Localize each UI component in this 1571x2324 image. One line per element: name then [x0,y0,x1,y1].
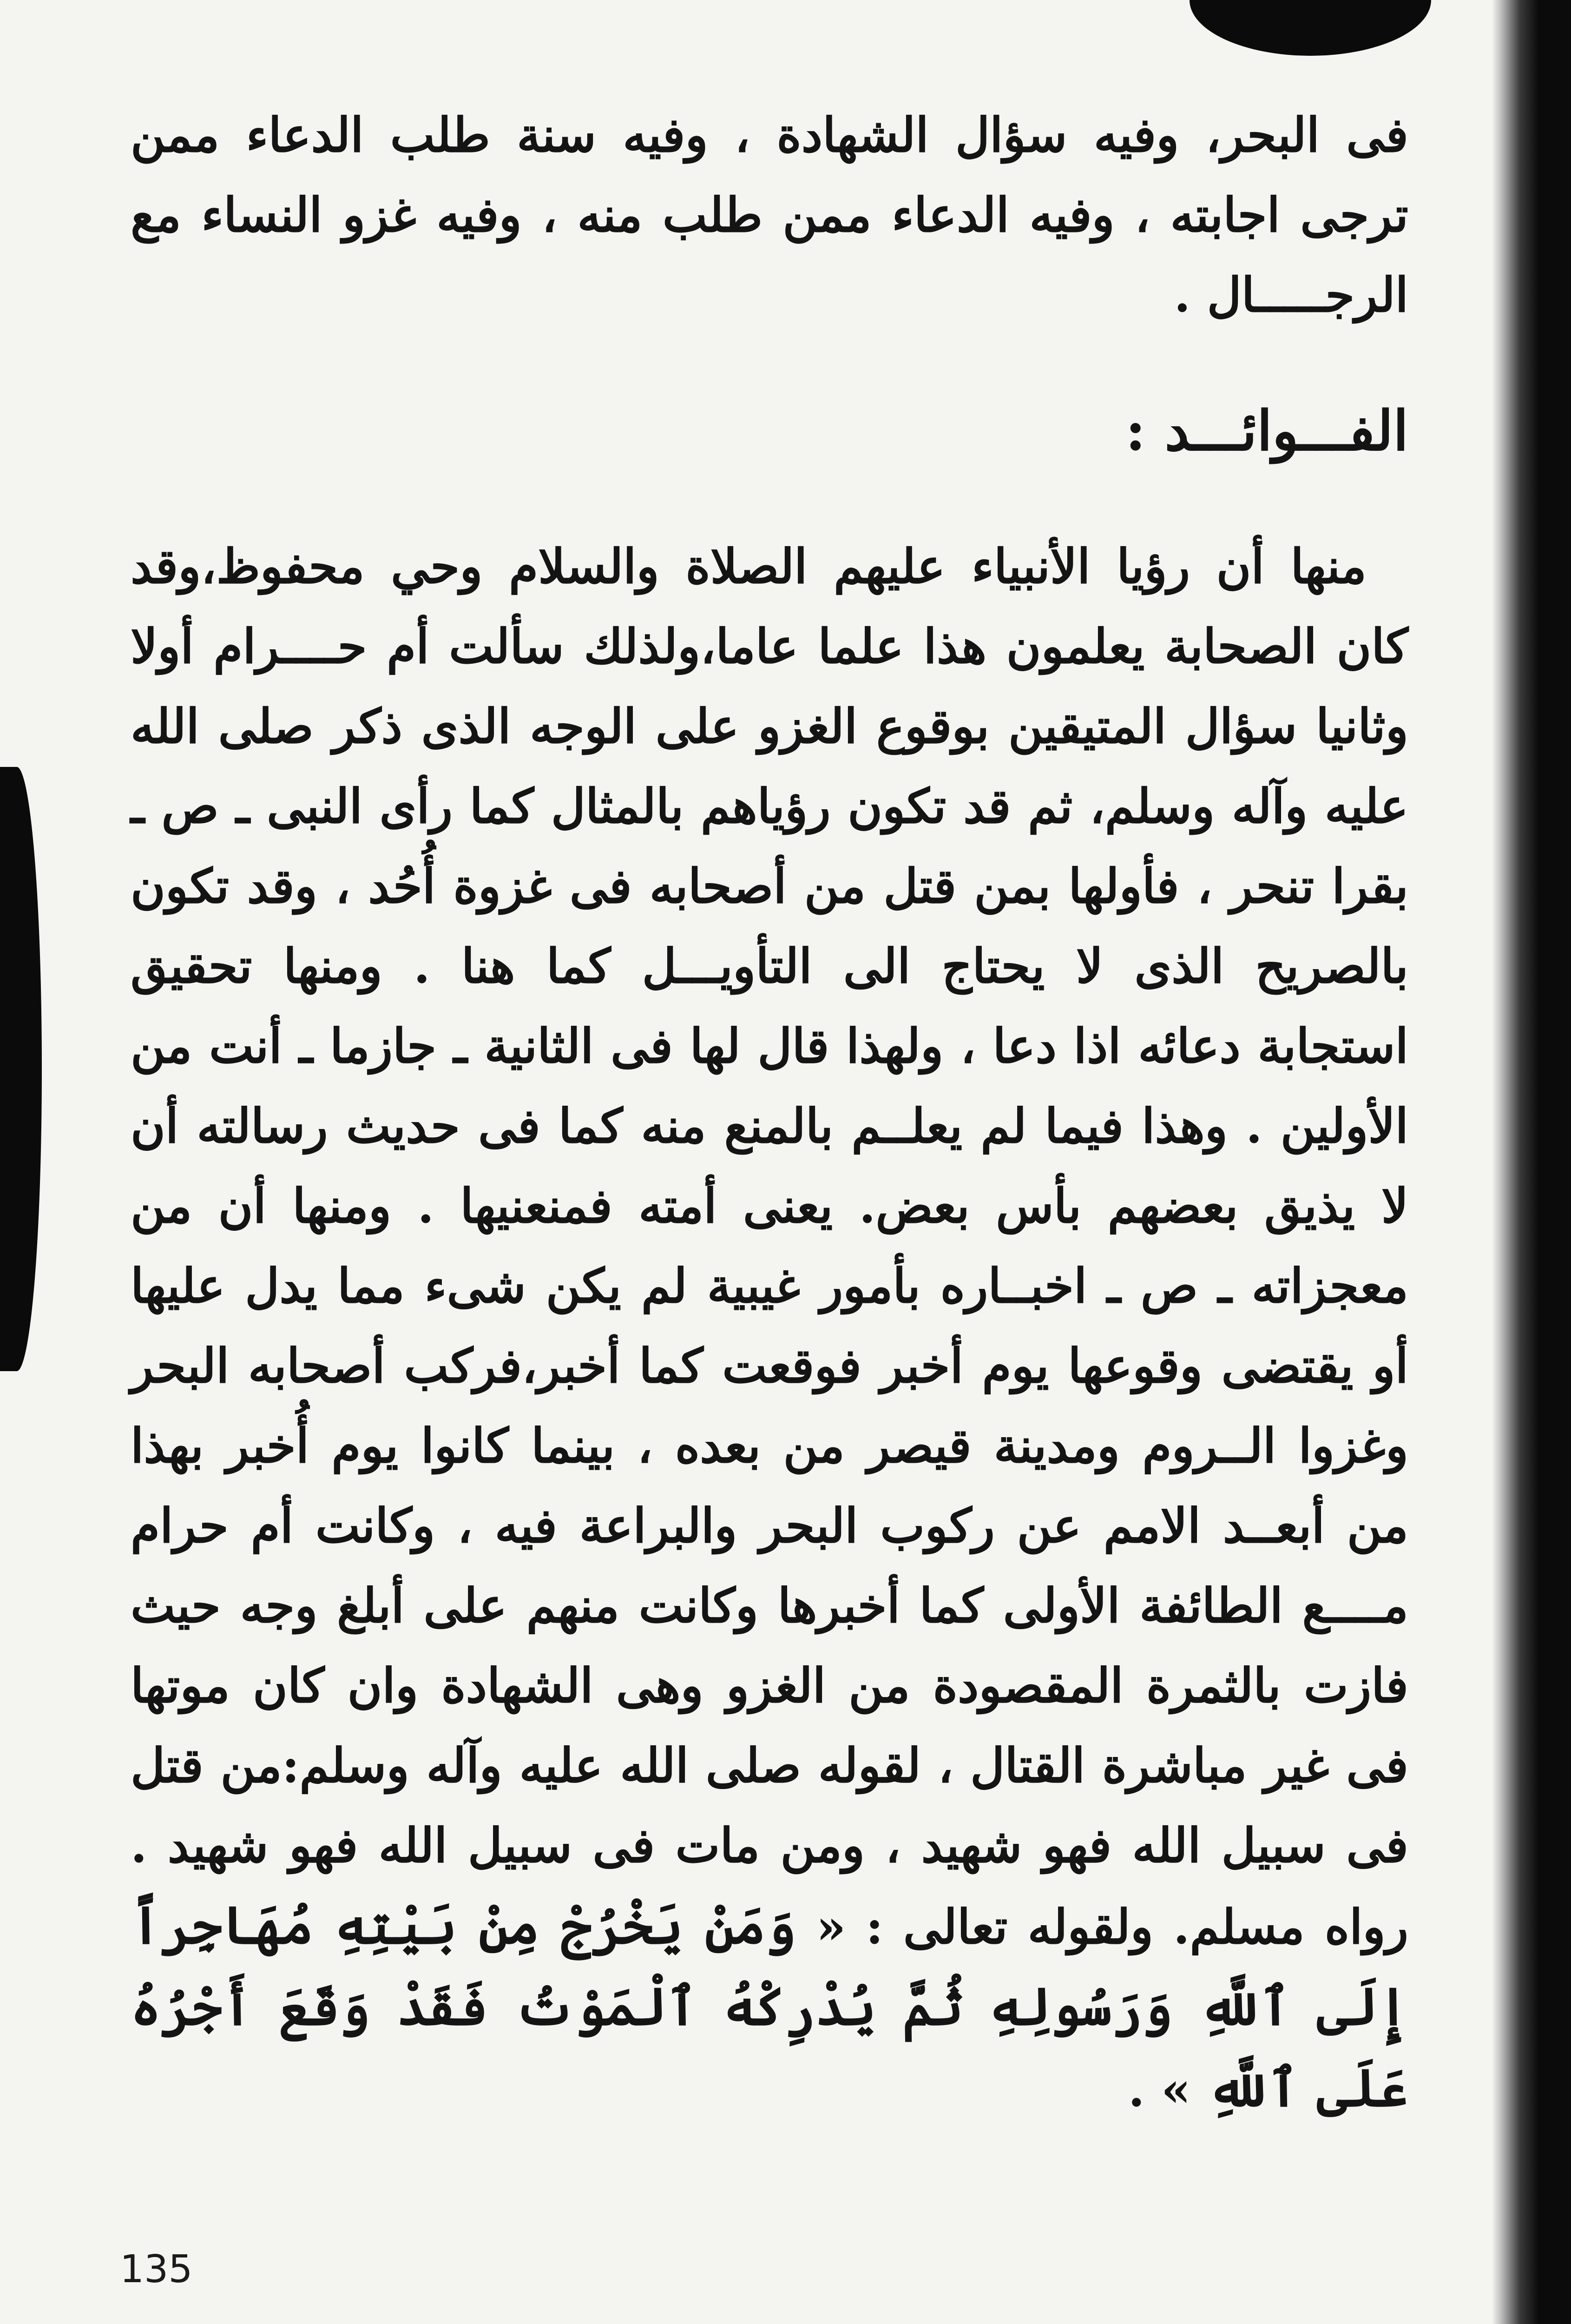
benefits-paragraph [131,527,1408,2130]
opening-paragraph: فى البحر، وفيه سؤال الشهادة ، وفيه سنة طلب الدعاء ممن ترجى اجابته ، وفيه الدعاء ممن طلب منه ، وفيه غزو النساء مع الرجـــــال . [131,107,1408,323]
quote-closing: » . [1128,2062,1191,2118]
quran-quote: وَمَنْ يَخْرُجْ مِنْ بَيْتِهِ مُهَاجِراً إِلَى ٱللَّهِ وَرَسُولِهِ ثُمَّ يُدْرِكْهُ ٱلْمَوْتُ فَقَدْ وَقَعَ أَجْرُهُ عَلَى ٱللَّهِ [131,1895,1408,2119]
scan-blot-left [0,767,42,1371]
page-body [131,95,1408,2130]
benefits-text: منها أن رؤيا الأنبياء عليهم الصلاة والسلام وحي محفوظ،وقد كان الصحابة يعلمون هذا علما عاما،ولذلك سألت أم حــــرام أولا وثانيا سؤال المتيقين بوقوع الغزو على الوجه الذى ذكر صلى الله عليه وآله وسلم، ثم قد تكون رؤياهم بالمثال كما رأى النبى ـ ص ـ بقرا تنحر ، فأولها بمن قتل من أصحابه فى غزوة أُحُد ، وقد تكون بالصريح الذى لا يحتاج الى التأويـــل كما هنا . ومنها تحقيق استجابة دعائه اذا دعا ، ولهذا قال لها فى الثانية ـ جازما ـ أنت من الأولين . وهذا فيما لم يعلــم بالمنع منه كما فى حديث رسالته أن لا يذيق بعضهم بأس بعض. يعنى أمته فمنعنيها . ومنها أن من معجزاته ـ ص ـ اخبــاره بأمور غيبية لم يكن شىء مما يدل عليها أو يقتضى وقوعها يوم أخبر فوقعت كما أخبر،فركب أصحابه البحر وغزوا الــروم ومدينة قيصر من بعده ، بينما كانوا يوم أُخبر بهذا من أبعــد الامم عن ركوب البحر والبراعة فيه ، وكانت أم حرام مــــع الطائفة الأولى كما أخبرها وكانت منهم على أبلغ وجه حيث فازت بالثمرة المقصودة من الغزو وهى الشهادة وان كان موتها فى غير مباشرة القتال ، لقوله صلى الله عليه وآله وسلم:من قتل فى سبيل الله فهو شهيد ، ومن مات فى سبيل الله فهو شهيد . رواه مسلم. ولقوله تعالى : « [131,539,1409,1955]
page-number: 135 [120,2247,193,2291]
scan-blot-top [1190,0,1431,56]
scan-binding-edge [1492,0,1571,2324]
section-heading: الفـــوائـــد : [1125,398,1408,463]
